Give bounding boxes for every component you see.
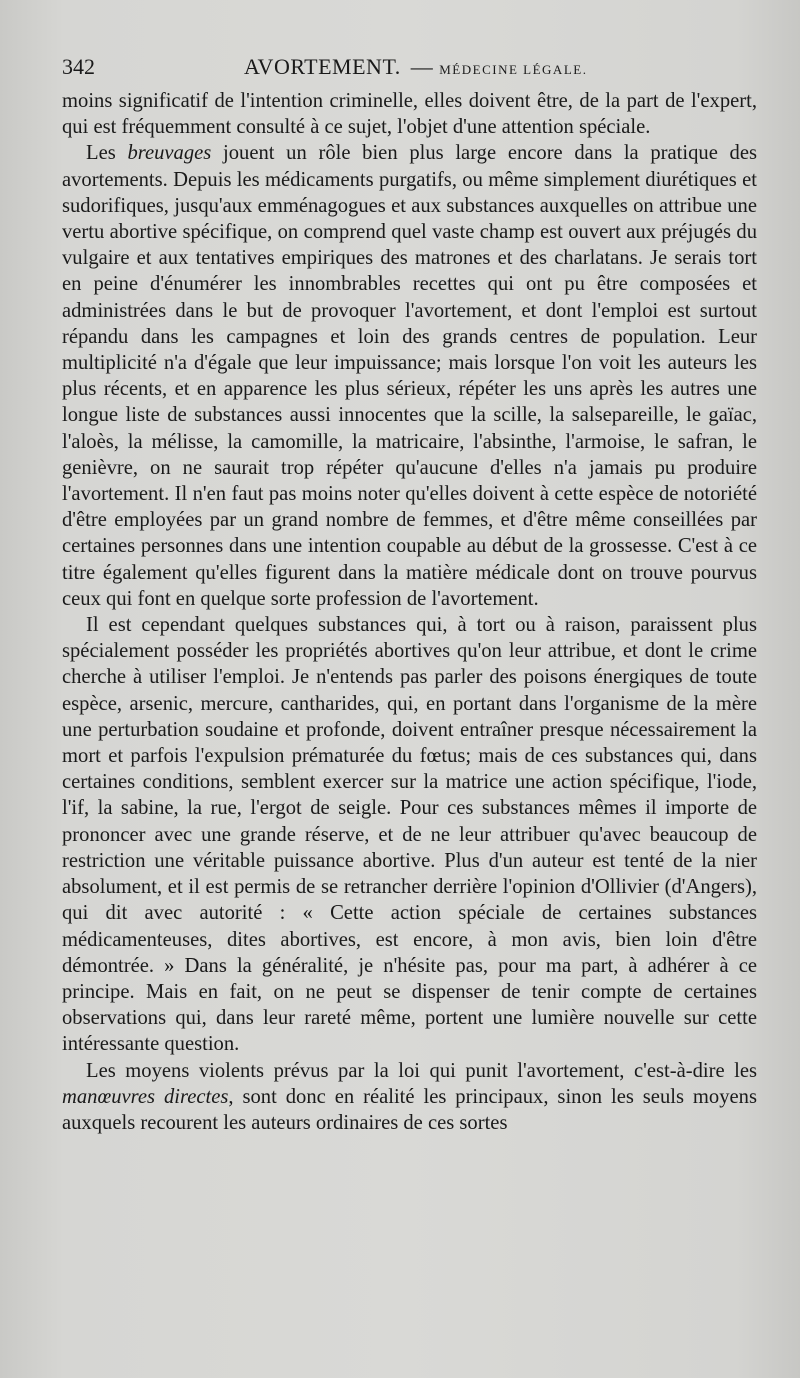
running-head-subtitle: MÉDECINE LÉGALE. [439, 62, 588, 77]
running-head [244, 52, 587, 85]
paragraph-text: moins significatif de l'intention criminelle, elles doivent être, de la part de l'expert, qui est fréquemment consulté à ce sujet, l'objet d'une attention spéciale. [62, 90, 757, 139]
page-number: 342 [62, 54, 95, 79]
running-head-title: AVORTEMENT. [244, 54, 401, 79]
paragraph [62, 140, 757, 612]
paragraph-text: jouent un rôle bien plus large encore dans la pratique des avortements. Depuis les médicaments purgatifs, ou même simplement diurétiques et sudorifiques, jusqu'aux emménagogues et aux substances auxquelles on attribue une vertu abortive spécifique, on comprend quel vaste champ est ouvert aux préjugés du vulgaire et aux tentatives empiriques des matrones et des charlatans. Je serais tort en peine d'énumérer les innombrables recettes qui ont pu être composées et administrées dans le but de provoquer l'avortement, et dont l'emploi est surtout répandu dans les campagnes et loin des grands centres de population. Leur multiplicité n'a d'égale que leur impuissance; mais lorsque l'on voit les auteurs les plus récents, et en apparence les plus sérieux, répéter les uns après les autres une longue liste de substances aussi innocentes que la scille, la salsepareille, le gaïac, l'aloès, la mélisse, la camomille, la matricaire, l'absinthe, l'armoise, le safran, le genièvre, on ne saurait trop répéter qu'aucune d'elles n'a jamais pu produire l'avortement. Il n'en faut pas moins noter qu'elles doivent à cette espèce de notoriété d'être employées par un grand nombre de femmes, et d'être même conseillées par certaines personnes dans une intention coupable au début de la grossesse. C'est à ce titre également qu'elles figurent dans la matière médicale dont on trouve pourvus ceux qui font en quelque sorte profession de l'avortement. [62, 142, 757, 610]
italic-term: breuvages [127, 142, 212, 165]
body-text [62, 88, 757, 1136]
paragraph [62, 88, 757, 140]
paragraph [62, 1058, 757, 1137]
italic-term: manœuvres directes [62, 1085, 229, 1108]
paragraph-text: , sont donc en réalité les principaux, sinon les seuls moyens auxquels recourent les auteurs ordinaires de ces sortes [62, 1085, 757, 1134]
page-header [62, 52, 762, 82]
paragraph-text: Les moyens violents prévus par la loi qui punit l'avortement, c'est-à-dire les [86, 1059, 757, 1082]
running-head-dash: — [410, 54, 434, 79]
paragraph [62, 612, 757, 1057]
paragraph-text: Les [86, 142, 128, 165]
paragraph-text: Il est cependant quelques substances qui, à tort ou à raison, paraissent plus spécialement posséder les propriétés abortives qu'on leur attribue, et dont le crime cherche à utiliser l'emploi. Je n'entends pas parler des poisons énergiques de toute espèce, arsenic, mercure, cantharides, qui, en portant dans l'organisme de la mère une perturbation soudaine et profonde, doivent entraîner presque nécessairement la mort et parfois l'expulsion prématurée du fœtus; mais de ces substances qui, dans certaines conditions, semblent exercer sur la matrice une action spécifique, l'iode, l'if, la sabine, la rue, l'ergot de seigle. Pour ces substances mêmes il importe de prononcer avec une grande réserve, et de ne leur attribuer qu'avec beaucoup de restriction une véritable puissance abortive. Plus d'un auteur est tenté de la nier absolument, et il est permis de se retrancher derrière l'opinion d'Ollivier (d'Angers), qui dit avec autorité : « Cette action spéciale de certaines substances médicamenteuses, dites abortives, est encore, à mon avis, bien loin d'être démontrée. » Dans la généralité, je n'hésite pas, pour ma part, à adhérer à ce principe. Mais en fait, on ne peut se dispenser de tenir compte de certaines observations qui, dans leur rareté même, portent une lumière nouvelle sur cette intéressante question. [62, 614, 757, 1056]
